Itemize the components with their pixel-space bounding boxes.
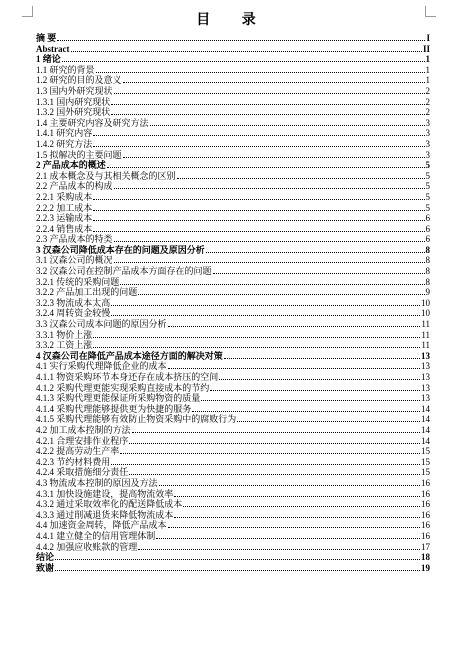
toc-entry-label: 3.2.3 物流成本太高 [36, 297, 111, 308]
toc-entry-page: 6 [425, 223, 430, 234]
dot-leader [111, 308, 420, 316]
dot-leader [168, 520, 420, 528]
toc-entry-label: 3.2 汉森公司在控制产品成本方面存在的问题 [36, 266, 212, 277]
dot-leader [93, 192, 424, 200]
toc-entry[interactable] [36, 499, 430, 510]
dot-leader [156, 531, 420, 539]
toc-entry-label: 1.4 主要研究内容及研究方法 [36, 117, 149, 128]
toc-entry-page: 2 [425, 96, 430, 107]
toc-entry-label: Abstract [36, 43, 70, 54]
toc-entry-label: 1.4.2 研究方法 [36, 138, 93, 149]
toc-entry[interactable] [36, 351, 430, 362]
dot-leader [150, 118, 425, 126]
toc-entry-page: 2 [425, 85, 430, 96]
toc-entry-page: 16 [421, 499, 430, 510]
toc-entry-page: 8 [425, 244, 430, 255]
dot-leader [123, 150, 425, 158]
dot-leader [55, 563, 420, 571]
dot-leader [111, 107, 424, 115]
toc-entry-label: 4.3.1 加快设施建设，提高物流效率 [36, 488, 174, 499]
toc-entry-page: 2 [425, 107, 430, 118]
toc-entry-page: 16 [421, 509, 430, 520]
toc-entry[interactable] [36, 340, 430, 351]
toc-entry-label: 3.3.2 工资上涨 [36, 340, 93, 351]
toc-entry-page: 13 [421, 382, 430, 393]
toc-entry-page: II [422, 43, 430, 54]
toc-entry-label: 4.1.4 采购代理能够提供更为快捷的服务 [36, 403, 192, 414]
toc-entry[interactable] [36, 478, 430, 489]
toc-entry-page: 14 [421, 403, 430, 414]
toc-entry[interactable] [36, 277, 430, 288]
toc-entry[interactable] [36, 150, 430, 161]
dot-leader [93, 139, 424, 147]
toc-entry-label: 1 绪论 [36, 54, 61, 65]
toc-entry[interactable] [36, 457, 430, 468]
dot-leader [219, 372, 420, 380]
dot-leader [177, 171, 425, 179]
toc-entry-label: 2.2.4 销售成本 [36, 223, 93, 234]
dot-leader [138, 287, 424, 295]
dot-leader [93, 340, 420, 348]
toc-entry[interactable] [36, 330, 430, 341]
dot-leader [174, 489, 420, 497]
dot-leader [93, 128, 424, 136]
toc-entry-label: 4.1.2 采购代理更能实现采购直接成本的节约 [36, 382, 210, 393]
dot-leader [93, 213, 424, 221]
toc-entry-label: 4.4 加速资金周转，降低产品成本 [36, 520, 167, 531]
toc-entry-label: 4.2 加工成本控制的方法 [36, 424, 131, 435]
toc-entry-page: 18 [421, 552, 430, 563]
toc-entry-label: 4.4.2 加强应收账款的管理 [36, 541, 138, 552]
dot-leader [120, 446, 420, 454]
dot-leader [192, 404, 420, 412]
toc-entry-label: 4.1.5 采购代理能够有效防止物资采购中的腐败行为 [36, 414, 237, 425]
toc-entry[interactable] [36, 97, 430, 108]
toc-entry-label: 3.2.4 周转资金较慢 [36, 308, 111, 319]
toc-entry-label: 4.3.2 通过采取效率化的配送降低成本 [36, 499, 183, 510]
toc-entry-page: 16 [421, 520, 430, 531]
toc-entry-page: 1 [425, 54, 430, 65]
dot-leader [93, 224, 424, 232]
toc-entry-label: 1.4.1 研究内容 [36, 128, 93, 139]
toc-entry-label: 4.2.4 采取措施细分责任 [36, 467, 129, 478]
toc-entry-label: 3.2.2 产品加工出现的问题 [36, 287, 138, 298]
toc-entry-page: 3 [425, 128, 430, 139]
dot-leader [107, 160, 425, 168]
dot-leader [206, 245, 425, 253]
toc-entry-label: 4.3 物流成本控制的原因及方法 [36, 477, 158, 488]
toc-entry-page: 5 [425, 181, 430, 192]
toc-entry[interactable] [36, 425, 430, 436]
toc-entry[interactable] [36, 107, 430, 118]
toc-entry-page: I [426, 33, 430, 43]
toc-entry-label: 4 汉森公司在降低产品成本途径方面的解决对策 [36, 350, 223, 361]
toc-entry[interactable] [36, 245, 430, 256]
toc-entry[interactable] [36, 192, 430, 203]
toc-entry-page: 9 [425, 287, 430, 298]
toc-entry[interactable] [36, 255, 430, 266]
toc-entry[interactable] [36, 298, 430, 309]
toc-entry-label: 4.1 实行采购代理降低企业的成本 [36, 361, 167, 372]
toc-entry[interactable] [36, 128, 430, 139]
toc-entry-page: 13 [421, 393, 430, 404]
toc-entry-page: 15 [421, 446, 430, 457]
toc-entry-page: 14 [421, 414, 430, 425]
toc-entry-label: 致谢 [36, 562, 55, 573]
toc-entry-label: 2.2.2 加工成本 [36, 202, 93, 213]
dot-leader [120, 277, 424, 285]
dot-leader [183, 499, 420, 507]
toc-entry-page: 5 [425, 191, 430, 202]
toc-entry[interactable] [36, 446, 430, 457]
toc-entry[interactable] [36, 160, 430, 171]
toc-entry[interactable] [36, 65, 430, 76]
toc-entry-label: 2 产品成本的概述 [36, 160, 106, 171]
toc-entry-label: 2.3 产品成本的特类 [36, 234, 113, 245]
toc-entry-label: 结论 [36, 552, 55, 563]
toc-entry[interactable] [36, 467, 430, 478]
toc-entry-page: 6 [425, 234, 430, 245]
toc-entry-label: 1.2 研究的目的及意义 [36, 75, 122, 86]
dot-leader [123, 75, 425, 83]
toc-entry[interactable] [36, 234, 430, 245]
toc-entry-page: 15 [421, 467, 430, 478]
document-page [36, 0, 430, 573]
toc-entry[interactable] [36, 372, 430, 383]
dot-leader [114, 234, 425, 242]
toc-entry[interactable] [36, 118, 430, 129]
dot-leader [114, 255, 425, 263]
toc-entry[interactable] [36, 319, 430, 330]
toc-entry-page: 3 [425, 117, 430, 128]
dot-leader [132, 425, 420, 433]
dot-leader [111, 457, 420, 465]
dot-leader [93, 203, 424, 211]
toc-entry[interactable] [36, 520, 430, 531]
toc-entry-page: 17 [421, 541, 430, 552]
dot-leader [168, 361, 420, 369]
toc-entry-page: 10 [421, 297, 430, 308]
toc-entry-page: 8 [425, 276, 430, 287]
toc-entry[interactable] [36, 86, 430, 97]
toc-entry[interactable] [36, 552, 430, 563]
toc-entry[interactable] [36, 75, 430, 86]
toc-entry-page: 19 [421, 562, 430, 573]
toc-entry-page: 8 [425, 266, 430, 277]
toc-entry-label: 2.1 成本概念及与其相关概念的区别 [36, 170, 176, 181]
toc-title: 目 录 [196, 13, 270, 28]
toc-entry-page: 1 [425, 75, 430, 86]
toc-entry[interactable] [36, 531, 430, 542]
toc-entry[interactable] [36, 171, 430, 182]
dot-leader [174, 510, 420, 518]
toc-entry-label: 1.3 国内外研究现状 [36, 85, 113, 96]
toc-entry-page: 13 [421, 350, 430, 361]
toc-entry-label: 4.1.1 物资采购环节本身还存在成本挤压的空间 [36, 372, 219, 382]
toc-entry-page: 11 [421, 319, 430, 330]
toc-entry-page: 8 [425, 255, 430, 266]
toc-entry-label: 1.3.1 国内研究现状 [36, 96, 111, 107]
toc-entry-label: 4.2.1 合理安排作业程序 [36, 435, 129, 446]
dot-leader [111, 97, 424, 105]
dot-leader [57, 33, 425, 41]
toc-entry-label: 4.3.3 通过削减退货来降低物流成本 [36, 509, 174, 520]
dot-leader [159, 478, 420, 486]
toc-entry-label: 2.2.3 运输成本 [36, 213, 93, 224]
toc-entry[interactable] [36, 542, 430, 553]
toc-entry-label: 3 汉森公司降低成本存在的问题及原因分析 [36, 244, 205, 255]
toc-entry[interactable] [36, 361, 430, 372]
toc-entry-page: 15 [421, 456, 430, 467]
toc-entry-label: 2.2.1 采购成本 [36, 191, 93, 202]
toc-entry-label: 3.3.1 物价上涨 [36, 329, 93, 340]
toc-entry-page: 3 [425, 149, 430, 160]
toc-entry-label: 1.1 研究的背景 [36, 64, 95, 75]
toc-entry[interactable] [36, 203, 430, 214]
toc-entry-label: 1.5 拟解决的主要问题 [36, 149, 122, 160]
toc-entry-page: 10 [421, 308, 430, 319]
dot-leader [114, 86, 425, 94]
toc-entry[interactable] [36, 393, 430, 404]
toc-entry[interactable] [36, 287, 430, 298]
toc-entry-label: 4.1.3 采购代理更能保证所采购物资的质量 [36, 393, 201, 404]
toc-list [36, 33, 430, 573]
dot-leader [224, 351, 420, 359]
toc-entry-page: 14 [421, 424, 430, 435]
dot-leader [111, 298, 420, 306]
toc-entry[interactable] [36, 436, 430, 447]
dot-leader [138, 542, 420, 550]
toc-entry-label: 1.3.2 国外研究现状 [36, 107, 111, 118]
toc-entry-page: 16 [421, 488, 430, 499]
crop-mark-top-left [22, 6, 33, 17]
dot-leader [93, 330, 420, 338]
toc-entry[interactable] [36, 224, 430, 235]
dot-leader [114, 181, 425, 189]
dot-leader [201, 393, 420, 401]
toc-entry[interactable] [36, 404, 430, 415]
toc-entry[interactable] [36, 213, 430, 224]
toc-entry-page: 16 [421, 477, 430, 488]
toc-entry-page: 11 [421, 329, 430, 340]
toc-entry[interactable] [36, 308, 430, 319]
toc-entry-label: 3.2.1 传统的采购问题 [36, 276, 120, 287]
toc-entry[interactable] [36, 33, 430, 44]
toc-entry[interactable] [36, 383, 430, 394]
dot-leader [71, 44, 422, 52]
toc-entry[interactable] [36, 181, 430, 192]
toc-entry[interactable] [36, 414, 430, 425]
dot-leader [129, 467, 420, 475]
toc-entry-page: 11 [421, 340, 430, 351]
toc-entry[interactable] [36, 44, 430, 55]
toc-entry-page: 14 [421, 435, 430, 446]
dot-leader [55, 552, 420, 560]
toc-entry[interactable] [36, 489, 430, 500]
dot-leader [210, 383, 420, 391]
toc-entry-label: 3.1 汉森公司的概况 [36, 255, 113, 266]
toc-entry-page: 5 [425, 202, 430, 213]
toc-entry-page: 16 [421, 530, 430, 541]
toc-entry-label: 4.2.3 节约材料费用 [36, 456, 111, 467]
toc-entry[interactable] [36, 139, 430, 150]
dot-leader [237, 414, 420, 422]
toc-entry-page: 1 [425, 64, 430, 75]
dot-leader [96, 65, 425, 73]
toc-entry[interactable] [36, 510, 430, 521]
toc-entry-label: 4.4.1 建立健全的信用管理体制 [36, 530, 156, 541]
toc-entry-label: 2.2 产品成本的构成 [36, 181, 113, 192]
toc-entry-label: 摘 要 [36, 33, 57, 43]
toc-entry[interactable] [36, 266, 430, 277]
toc-entry[interactable] [36, 54, 430, 65]
dot-leader [129, 436, 420, 444]
toc-entry-page: 13 [421, 361, 430, 372]
toc-entry-page: 6 [425, 213, 430, 224]
dot-leader [62, 54, 425, 62]
toc-entry-label: 3.3 汉森公司成本问题的原因分析 [36, 319, 167, 330]
dot-leader [168, 319, 421, 327]
toc-entry-page: 13 [421, 372, 430, 382]
toc-entry-page: 5 [425, 170, 430, 181]
toc-entry-page: 3 [425, 138, 430, 149]
dot-leader [213, 266, 425, 274]
toc-entry-label: 4.2.2 提高劳动生产率 [36, 446, 120, 457]
toc-entry[interactable] [36, 563, 430, 574]
toc-entry-page: 5 [425, 160, 430, 171]
